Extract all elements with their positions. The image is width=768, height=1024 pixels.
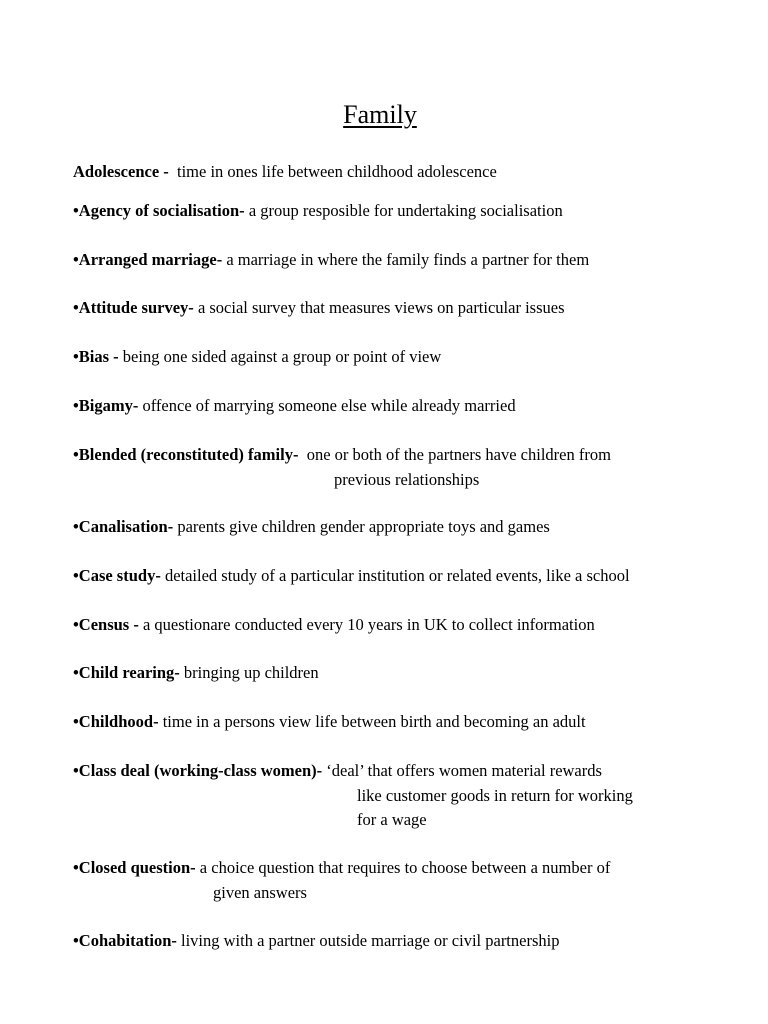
entry-first-line [73, 712, 586, 731]
entry-term: •Cohabitation- [73, 931, 177, 950]
glossary-entry [73, 564, 713, 589]
entry-definition: a marriage in where the family finds a partner for them [222, 250, 590, 269]
entry-term: •Attitude survey- [73, 298, 194, 317]
glossary-entry [73, 759, 713, 833]
entry-definition: parents give children gender appropriate toys and games [173, 517, 550, 536]
entry-definition: time in a persons view life between birth and becoming an adult [158, 712, 586, 731]
entry-definition-continuation: like customer goods in return for working [357, 785, 633, 805]
entry-definition-continuation: given answers [213, 882, 307, 902]
glossary-entry [73, 856, 713, 905]
glossary-entry [73, 515, 713, 540]
entry-first-line [73, 931, 559, 950]
entry-definition: a choice question that requires to choose between a number of [195, 858, 611, 877]
entry-definition: a social survey that measures views on particular issues [193, 298, 565, 317]
glossary-entry [73, 929, 713, 954]
entry-term: •Census - [73, 615, 139, 634]
entry-definition: a questionare conducted every 10 years in UK to collect information [138, 615, 595, 634]
entry-term: •Arranged marriage- [73, 250, 223, 269]
entry-first-line [73, 298, 565, 317]
entry-definition: bringing up children [179, 663, 319, 682]
entry-definition: being one sided against a group or point of view [118, 347, 442, 366]
glossary-entry [73, 199, 713, 224]
entry-term: •Childhood- [73, 712, 159, 731]
entry-first-line [73, 517, 550, 536]
entry-first-line [73, 396, 516, 415]
entry-definition: time in ones life between childhood adolescence [172, 162, 497, 181]
glossary-entry [73, 710, 713, 735]
entry-first-line [73, 347, 441, 366]
entry-definition: living with a partner outside marriage or civil partnership [176, 931, 560, 950]
entry-definition-continuation: for a wage [357, 810, 427, 829]
entry-definition: ‘deal’ that offers women material rewards [322, 761, 602, 780]
entry-first-line [73, 445, 611, 464]
entry-term: •Case study- [73, 566, 161, 585]
glossary-entry [73, 160, 713, 185]
glossary-entry [73, 248, 713, 273]
entry-definition: a group resposible for undertaking socialisation [244, 201, 563, 220]
entry-first-line [73, 566, 630, 585]
entry-term: •Agency of socialisation- [73, 201, 245, 220]
entry-term: •Blended (reconstituted) family- [73, 445, 299, 464]
entry-definition-continuation: previous relationships [334, 469, 480, 489]
entry-definition: offence of marrying someone else while already married [138, 396, 516, 415]
entry-term: •Canalisation- [73, 517, 174, 536]
entry-term: Adolescence - [73, 162, 173, 181]
glossary-entry [73, 613, 713, 638]
glossary-entry [73, 661, 713, 686]
glossary-entry [73, 394, 713, 419]
entry-term: •Bias - [73, 347, 119, 366]
glossary-entry [73, 345, 713, 370]
entry-first-line [73, 250, 589, 269]
entry-term: •Bigamy- [73, 396, 139, 415]
entry-definition: detailed study of a particular institution or related events, like a school [160, 566, 630, 585]
page-title: Family [343, 100, 417, 129]
entry-first-line [73, 663, 319, 682]
glossary-entry [73, 443, 713, 492]
entry-term: •Child rearing- [73, 663, 180, 682]
entry-term: •Closed question- [73, 858, 196, 877]
entry-term: •Class deal (working-class women)- [73, 761, 323, 780]
entry-first-line [73, 858, 610, 877]
entry-first-line [73, 201, 563, 220]
entry-first-line [73, 162, 497, 181]
entry-first-line [73, 615, 595, 634]
entry-definition: one or both of the partners have children from [298, 445, 611, 464]
entry-first-line [73, 761, 602, 780]
glossary-entry [73, 296, 713, 321]
